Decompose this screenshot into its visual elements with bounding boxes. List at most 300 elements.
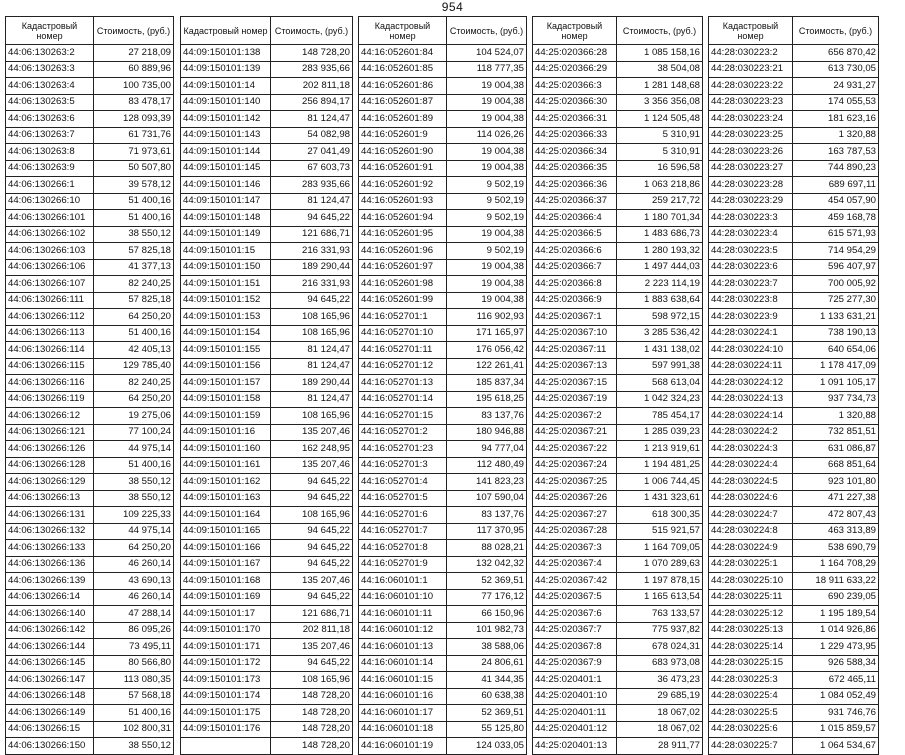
cadastral-number-cell: 44:28:030224:10 <box>709 342 793 359</box>
cadastral-number-cell: 44:28:030223:27 <box>709 160 793 177</box>
cadastral-number-cell: 44:28:030225:11 <box>709 589 793 606</box>
cadastral-number-cell: 44:16:052701:1 <box>359 309 447 326</box>
cadastral-number-cell: 44:25:020367:15 <box>533 375 617 392</box>
cadastral-number-cell: 44:16:052601:93 <box>359 193 447 210</box>
table-row <box>533 177 703 194</box>
cost-cell: 1 064 534,67 <box>793 738 879 755</box>
cadastral-number-cell: 44:25:020367:22 <box>533 441 617 458</box>
cadastral-number-cell: 44:16:052701:23 <box>359 441 447 458</box>
cost-cell: 80 566,80 <box>94 655 174 672</box>
table-row <box>6 243 174 260</box>
cost-cell: 472 807,43 <box>793 507 879 524</box>
cadastral-number-cell: 44:25:020401:11 <box>533 705 617 722</box>
cost-cell: 83 137,76 <box>447 408 527 425</box>
table-row <box>6 655 174 672</box>
cost-cell: 1 285 039,23 <box>617 424 703 441</box>
table-row <box>181 292 353 309</box>
cost-cell: 19 275,06 <box>94 408 174 425</box>
cadastral-number-cell: 44:16:060101:17 <box>359 705 447 722</box>
cadastral-number-cell: 44:06:130266:128 <box>6 457 94 474</box>
cost-cell: 60 638,38 <box>447 688 527 705</box>
table-row <box>359 573 527 590</box>
cost-cell: 732 851,51 <box>793 424 879 441</box>
cadastral-number-cell: 44:06:130266:13 <box>6 490 94 507</box>
cadastral-number-cell: 44:25:020367:4 <box>533 556 617 573</box>
cadastral-number-cell: 44:09:150101:162 <box>181 474 271 491</box>
cadastral-number-cell: 44:25:020367:7 <box>533 622 617 639</box>
cost-cell: 148 728,20 <box>271 688 353 705</box>
cadastral-number-cell: 44:06:130266:132 <box>6 523 94 540</box>
cost-cell: 1 320,88 <box>793 127 879 144</box>
table-row <box>359 424 527 441</box>
cadastral-number-cell: 44:09:150101:168 <box>181 573 271 590</box>
cost-header: Стоимость, (руб.) <box>617 17 703 45</box>
cadastral-number-cell: 44:06:130263:6 <box>6 111 94 128</box>
table-row <box>359 358 527 375</box>
table-row <box>181 61 353 78</box>
cost-cell: 1 164 709,05 <box>617 540 703 557</box>
cost-cell: 148 728,20 <box>271 45 353 62</box>
table-row <box>6 540 174 557</box>
cadastral-number-cell: 44:06:130266:121 <box>6 424 94 441</box>
cadastral-number-cell: 44:28:030224:2 <box>709 424 793 441</box>
cadastral-number-cell: 44:28:030224:13 <box>709 391 793 408</box>
cadastral-number-cell: 44:28:030223:7 <box>709 276 793 293</box>
cost-cell: 57 825,18 <box>94 292 174 309</box>
cost-cell: 83 478,17 <box>94 94 174 111</box>
cost-cell: 135 207,46 <box>271 573 353 590</box>
cadastral-number-cell: 44:25:020366:8 <box>533 276 617 293</box>
cost-cell: 88 028,21 <box>447 540 527 557</box>
cadastral-number-cell: 44:06:130266:129 <box>6 474 94 491</box>
cadastral-number-cell: 44:16:052701:14 <box>359 391 447 408</box>
table-row <box>181 688 353 705</box>
table-row <box>533 408 703 425</box>
table-row <box>6 523 174 540</box>
cadastral-number-cell: 44:09:150101:152 <box>181 292 271 309</box>
table-row <box>359 639 527 656</box>
cadastral-number-cell: 44:28:030225:10 <box>709 573 793 590</box>
table-row <box>6 606 174 623</box>
cadastral-number-cell: 44:25:020366:5 <box>533 226 617 243</box>
cost-cell: 141 823,23 <box>447 474 527 491</box>
table-row <box>359 391 527 408</box>
cadastral-number-cell: 44:28:030223:26 <box>709 144 793 161</box>
table-row <box>709 325 879 342</box>
cost-cell: 52 369,51 <box>447 573 527 590</box>
cost-cell: 66 150,96 <box>447 606 527 623</box>
table-row <box>181 375 353 392</box>
cadastral-number-cell: 44:28:030224:1 <box>709 325 793 342</box>
cadastral-table-3 <box>358 16 527 755</box>
cadastral-number-cell: 44:09:150101:16 <box>181 424 271 441</box>
table-row <box>709 408 879 425</box>
table-row <box>709 589 879 606</box>
cost-cell: 77 176,12 <box>447 589 527 606</box>
cost-cell: 615 571,93 <box>793 226 879 243</box>
cost-cell: 51 400,16 <box>94 705 174 722</box>
table-row <box>181 738 353 755</box>
cadastral-number-header: Кадастровый номер <box>709 17 793 45</box>
table-row <box>533 540 703 557</box>
table-row <box>181 358 353 375</box>
cadastral-number-cell: 44:06:130266:139 <box>6 573 94 590</box>
cadastral-number-cell: 44:16:060101:10 <box>359 589 447 606</box>
cost-cell: 9 502,19 <box>447 210 527 227</box>
cadastral-number-cell: 44:09:150101:140 <box>181 94 271 111</box>
table-row <box>6 457 174 474</box>
cadastral-number-cell: 44:25:020367:27 <box>533 507 617 524</box>
cost-cell: 135 207,46 <box>271 424 353 441</box>
cost-cell: 1 178 417,09 <box>793 358 879 375</box>
table-row <box>6 325 174 342</box>
cost-cell: 171 165,97 <box>447 325 527 342</box>
cost-cell: 1 014 926,86 <box>793 622 879 639</box>
table-row <box>6 292 174 309</box>
table-row <box>709 622 879 639</box>
table-row <box>181 721 353 738</box>
cadastral-number-cell: 44:06:130263:3 <box>6 61 94 78</box>
cost-cell: 86 095,26 <box>94 622 174 639</box>
cadastral-number-cell: 44:16:052701:11 <box>359 342 447 359</box>
cadastral-number-cell: 44:28:030223:22 <box>709 78 793 95</box>
cost-cell: 189 290,44 <box>271 375 353 392</box>
cadastral-number-cell: 44:16:052701:15 <box>359 408 447 425</box>
cadastral-number-cell: 44:16:060101:15 <box>359 672 447 689</box>
cadastral-number-cell: 44:06:130266:12 <box>6 408 94 425</box>
cost-cell: 122 261,41 <box>447 358 527 375</box>
table-row <box>6 127 174 144</box>
table-row <box>359 325 527 342</box>
cadastral-number-cell: 44:25:020367:21 <box>533 424 617 441</box>
cost-cell: 763 133,57 <box>617 606 703 623</box>
cost-cell: 16 596,58 <box>617 160 703 177</box>
cost-cell: 129 785,40 <box>94 358 174 375</box>
table-row <box>6 144 174 161</box>
cost-cell: 38 504,08 <box>617 61 703 78</box>
table-row <box>533 672 703 689</box>
cost-cell: 1 213 919,61 <box>617 441 703 458</box>
table-row <box>533 688 703 705</box>
cost-cell: 471 227,38 <box>793 490 879 507</box>
cost-cell: 94 777,04 <box>447 441 527 458</box>
cost-cell: 725 277,30 <box>793 292 879 309</box>
cadastral-number-cell: 44:09:150101:15 <box>181 243 271 260</box>
table-row <box>533 655 703 672</box>
table-row <box>709 259 879 276</box>
cadastral-number-cell: 44:06:130266:149 <box>6 705 94 722</box>
cadastral-number-cell: 44:25:020366:6 <box>533 243 617 260</box>
table-row <box>709 127 879 144</box>
cost-cell: 19 004,38 <box>447 78 527 95</box>
cost-cell: 738 190,13 <box>793 325 879 342</box>
cadastral-number-cell: 44:06:130266:147 <box>6 672 94 689</box>
table-row <box>6 259 174 276</box>
cadastral-number-cell: 44:09:150101:154 <box>181 325 271 342</box>
cost-cell: 189 290,44 <box>271 259 353 276</box>
cost-cell: 1 006 744,45 <box>617 474 703 491</box>
table-row <box>6 672 174 689</box>
cost-cell: 678 024,31 <box>617 639 703 656</box>
cadastral-number-cell: 44:06:130266:1 <box>6 177 94 194</box>
table-row <box>709 309 879 326</box>
cadastral-number-header: Кадастровый номер <box>533 17 617 45</box>
cadastral-number-cell: 44:28:030224:6 <box>709 490 793 507</box>
cost-cell: 46 260,14 <box>94 589 174 606</box>
cost-cell: 135 207,46 <box>271 457 353 474</box>
table-row <box>359 45 527 62</box>
table-row <box>709 78 879 95</box>
cadastral-number-cell: 44:25:020367:19 <box>533 391 617 408</box>
cadastral-number-cell: 44:25:020366:28 <box>533 45 617 62</box>
cadastral-number-cell: 44:06:130266:106 <box>6 259 94 276</box>
table-row <box>709 111 879 128</box>
cost-cell: 714 954,29 <box>793 243 879 260</box>
cadastral-number-cell: 44:09:150101:138 <box>181 45 271 62</box>
table-header-row <box>359 17 527 45</box>
table-row <box>6 78 174 95</box>
cost-cell: 94 645,22 <box>271 655 353 672</box>
cadastral-number-cell: 44:16:052601:85 <box>359 61 447 78</box>
cadastral-number-cell: 44:28:030224:8 <box>709 523 793 540</box>
table-row <box>359 94 527 111</box>
cost-cell: 690 239,05 <box>793 589 879 606</box>
cost-cell: 46 260,14 <box>94 556 174 573</box>
cost-cell: 44 975,14 <box>94 523 174 540</box>
cost-cell: 51 400,16 <box>94 210 174 227</box>
cadastral-number-cell: 44:25:020401:12 <box>533 721 617 738</box>
cost-cell: 19 004,38 <box>447 259 527 276</box>
table-row <box>6 688 174 705</box>
cost-cell: 1 320,88 <box>793 408 879 425</box>
cost-cell: 185 837,34 <box>447 375 527 392</box>
cadastral-number-cell: 44:16:052601:87 <box>359 94 447 111</box>
cadastral-number-cell: 44:25:020401:13 <box>533 738 617 755</box>
table-row <box>359 193 527 210</box>
table-row <box>359 309 527 326</box>
cost-cell: 19 004,38 <box>447 94 527 111</box>
cost-cell: 283 935,66 <box>271 61 353 78</box>
cost-cell: 109 225,33 <box>94 507 174 524</box>
cost-cell: 1 091 105,17 <box>793 375 879 392</box>
cadastral-number-cell: 44:06:130266:145 <box>6 655 94 672</box>
cadastral-number-cell: 44:06:130266:101 <box>6 210 94 227</box>
cost-cell: 83 137,76 <box>447 507 527 524</box>
cadastral-number-cell: 44:28:030225:7 <box>709 738 793 755</box>
table-row <box>533 523 703 540</box>
table-row <box>533 61 703 78</box>
cost-cell: 19 004,38 <box>447 276 527 293</box>
table-row <box>6 424 174 441</box>
cost-cell: 148 728,20 <box>271 738 353 755</box>
cadastral-number-cell: 44:09:150101:143 <box>181 127 271 144</box>
table-row <box>359 375 527 392</box>
cost-cell: 181 623,16 <box>793 111 879 128</box>
cadastral-number-cell: 44:06:130263:8 <box>6 144 94 161</box>
table-row <box>181 606 353 623</box>
cost-cell: 1 281 148,68 <box>617 78 703 95</box>
table-row <box>6 193 174 210</box>
cadastral-number-cell: 44:16:052701:9 <box>359 556 447 573</box>
cadastral-number-cell: 44:28:030223:4 <box>709 226 793 243</box>
table-row <box>359 507 527 524</box>
cost-cell: 744 890,23 <box>793 160 879 177</box>
cadastral-number-cell: 44:09:150101:172 <box>181 655 271 672</box>
table-row <box>6 160 174 177</box>
table-row <box>181 127 353 144</box>
cost-cell: 19 004,38 <box>447 111 527 128</box>
table-row <box>709 573 879 590</box>
table-row <box>181 424 353 441</box>
cost-cell: 135 207,46 <box>271 639 353 656</box>
cost-cell: 73 495,11 <box>94 639 174 656</box>
cost-cell: 18 067,02 <box>617 705 703 722</box>
cadastral-number-cell: 44:28:030223:29 <box>709 193 793 210</box>
cadastral-number-cell: 44:09:150101:17 <box>181 606 271 623</box>
cost-cell: 27 041,49 <box>271 144 353 161</box>
cost-cell: 108 165,96 <box>271 507 353 524</box>
cadastral-number-cell: 44:09:150101:176 <box>181 721 271 738</box>
cadastral-number-cell: 44:16:060101:13 <box>359 639 447 656</box>
cadastral-number-cell: 44:16:052601:9 <box>359 127 447 144</box>
cost-cell: 100 735,00 <box>94 78 174 95</box>
cost-cell: 112 480,49 <box>447 457 527 474</box>
cost-cell: 101 982,73 <box>447 622 527 639</box>
cost-cell: 2 223 114,19 <box>617 276 703 293</box>
cost-header: Стоимость, (руб.) <box>447 17 527 45</box>
table-row <box>359 342 527 359</box>
table-row <box>181 325 353 342</box>
cadastral-number-cell: 44:16:052701:5 <box>359 490 447 507</box>
cost-cell: 5 310,91 <box>617 127 703 144</box>
cost-cell: 538 690,79 <box>793 540 879 557</box>
table-row <box>359 78 527 95</box>
table-row <box>181 639 353 656</box>
cost-cell: 1 084 052,49 <box>793 688 879 705</box>
cadastral-number-cell: 44:16:052601:92 <box>359 177 447 194</box>
table-row <box>181 226 353 243</box>
cadastral-number-cell: 44:06:130266:142 <box>6 622 94 639</box>
cost-cell: 5 310,91 <box>617 144 703 161</box>
cadastral-number-cell: 44:25:020366:33 <box>533 127 617 144</box>
table-row <box>533 226 703 243</box>
table-row <box>709 688 879 705</box>
table-row <box>533 738 703 755</box>
table-row <box>181 540 353 557</box>
cadastral-number-cell: 44:06:130266:131 <box>6 507 94 524</box>
cost-cell: 202 811,18 <box>271 78 353 95</box>
cost-cell: 81 124,47 <box>271 342 353 359</box>
cost-cell: 61 731,76 <box>94 127 174 144</box>
cost-cell: 700 005,92 <box>793 276 879 293</box>
cost-cell: 195 618,25 <box>447 391 527 408</box>
cost-cell: 51 400,16 <box>94 325 174 342</box>
cadastral-number-cell: 44:28:030223:23 <box>709 94 793 111</box>
cost-cell: 39 578,12 <box>94 177 174 194</box>
table-row <box>709 391 879 408</box>
cost-cell: 81 124,47 <box>271 111 353 128</box>
table-row <box>359 144 527 161</box>
cadastral-number-cell: 44:25:020366:7 <box>533 259 617 276</box>
table-row <box>181 507 353 524</box>
cost-cell: 1 042 324,23 <box>617 391 703 408</box>
cost-cell: 57 568,18 <box>94 688 174 705</box>
cadastral-number-cell: 44:16:060101:1 <box>359 573 447 590</box>
cadastral-number-cell: 44:25:020367:5 <box>533 589 617 606</box>
cost-cell: 124 033,05 <box>447 738 527 755</box>
table-row <box>181 243 353 260</box>
cost-cell: 174 055,53 <box>793 94 879 111</box>
cost-cell: 82 240,25 <box>94 375 174 392</box>
cadastral-number-cell: 44:28:030224:7 <box>709 507 793 524</box>
cadastral-table-5 <box>708 16 879 755</box>
table-header-row <box>709 17 879 45</box>
table-row <box>533 358 703 375</box>
cadastral-number-cell: 44:06:130266:111 <box>6 292 94 309</box>
table-header-row <box>533 17 703 45</box>
cost-cell: 81 124,47 <box>271 391 353 408</box>
cost-cell: 597 991,38 <box>617 358 703 375</box>
cost-cell: 148 728,20 <box>271 705 353 722</box>
cadastral-number-cell: 44:16:052601:86 <box>359 78 447 95</box>
cadastral-number-cell: 44:16:052701:4 <box>359 474 447 491</box>
table-row <box>533 111 703 128</box>
cost-header: Стоимость, (руб.) <box>271 17 353 45</box>
cadastral-number-cell: 44:25:020366:37 <box>533 193 617 210</box>
cost-cell: 94 645,22 <box>271 540 353 557</box>
cost-cell: 42 405,13 <box>94 342 174 359</box>
cadastral-number-cell: 44:28:030225:3 <box>709 672 793 689</box>
cost-cell: 54 082,98 <box>271 127 353 144</box>
cadastral-number-cell: 44:25:020366:36 <box>533 177 617 194</box>
cost-cell: 132 042,32 <box>447 556 527 573</box>
cost-cell: 29 685,19 <box>617 688 703 705</box>
cost-cell: 1 133 631,21 <box>793 309 879 326</box>
cadastral-number-cell: 44:06:130263:4 <box>6 78 94 95</box>
cadastral-number-cell: 44:28:030224:9 <box>709 540 793 557</box>
table-row <box>533 507 703 524</box>
cost-cell: 631 086,87 <box>793 441 879 458</box>
cadastral-number-header: Кадастровый номер <box>6 17 94 45</box>
table-row <box>533 292 703 309</box>
cost-cell: 44 975,14 <box>94 441 174 458</box>
cost-cell: 19 004,38 <box>447 160 527 177</box>
table-row <box>709 672 879 689</box>
table-row <box>359 276 527 293</box>
table-row <box>181 523 353 540</box>
cadastral-number-cell: 44:28:030223:3 <box>709 210 793 227</box>
table-row <box>6 342 174 359</box>
cost-cell: 9 502,19 <box>447 193 527 210</box>
cost-cell: 51 400,16 <box>94 193 174 210</box>
table-row <box>181 78 353 95</box>
cost-cell: 683 973,08 <box>617 655 703 672</box>
cadastral-number-cell: 44:09:150101:148 <box>181 210 271 227</box>
cadastral-number-cell: 44:06:130266:103 <box>6 243 94 260</box>
cost-cell: 216 331,93 <box>271 276 353 293</box>
table-row <box>709 160 879 177</box>
cadastral-number-cell: 44:25:020367:13 <box>533 358 617 375</box>
table-row <box>6 309 174 326</box>
cadastral-number-cell: 44:09:150101:160 <box>181 441 271 458</box>
cadastral-table-2 <box>180 16 353 755</box>
table-row <box>533 573 703 590</box>
table-row <box>181 474 353 491</box>
cost-cell: 180 946,88 <box>447 424 527 441</box>
table-row <box>6 408 174 425</box>
table-row <box>359 160 527 177</box>
cadastral-number-cell: 44:09:150101:165 <box>181 523 271 540</box>
